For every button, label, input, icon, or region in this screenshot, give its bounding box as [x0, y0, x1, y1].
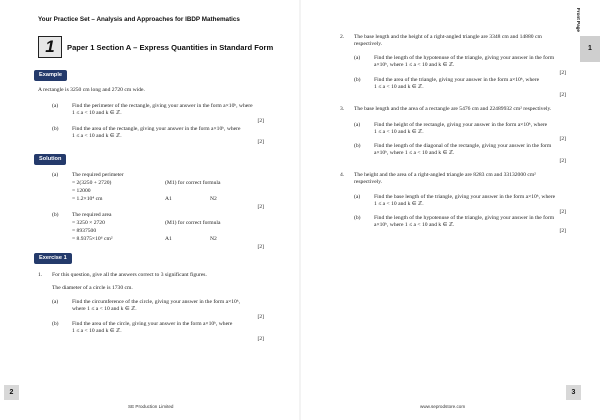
solution-b-marks: [2] — [257, 244, 264, 250]
example-part-a-line2: 1 ≤ a < 10 and k ∈ ℤ. — [72, 110, 122, 116]
question-4-part-a-line1: Find the base length of the triangle, giving your answer in the form a×10ᵏ, where — [374, 194, 556, 200]
example-part-a-marks: [2] — [257, 118, 264, 124]
example-part-b-marks: [2] — [257, 139, 264, 145]
question-3-part-b-line1: Find the length of the diagonal of the rectangle, giving your answer in the form — [374, 143, 552, 149]
question-2-part-a-line2: a×10ᵏ, where 1 ≤ a < 10 and k ∈ ℤ. — [374, 62, 455, 68]
page-number-left: 2 — [4, 385, 19, 400]
question-2-part-b-marks: [2] — [559, 92, 566, 98]
solution-b-line: = 8.9375×10⁶ cm² — [72, 236, 113, 242]
solution-a-line: = 2(3250 + 2720) — [72, 180, 112, 186]
question-4-number: 4. — [340, 172, 345, 178]
question-3-part-b-letter: (b) — [354, 143, 361, 149]
footer-publisher: SE Production Limited — [128, 404, 174, 409]
question-2-part-a-marks: [2] — [559, 70, 566, 76]
question-4-part-b-marks: [2] — [559, 228, 566, 234]
solution-badge: Solution — [34, 154, 66, 165]
question-2-number: 2. — [340, 34, 345, 40]
question-3-part-b-line2: a×10ᵏ, where 1 ≤ a < 10 and k ∈ ℤ. — [374, 150, 455, 156]
example-badge: Example — [34, 70, 67, 81]
footer-website: www.seprodstore.com — [420, 404, 466, 409]
question-4-part-b-line1: Find the length of the hypotenuse of the triangle, giving your answer in the form — [374, 215, 555, 221]
question-2-stem: The base length and the height of a right-angled triangle are 3348 cm and 14880 cm — [354, 34, 542, 40]
question-2-part-b-line1: Find the area of the triangle, giving your answer in the form a×10ᵏ, where — [374, 77, 540, 83]
question-3-stem: The base length and the area of a rectangle are 5476 cm and 22489932 cm² respectively. — [354, 106, 552, 112]
question-4-part-a-line2: 1 ≤ a < 10 and k ∈ ℤ. — [374, 201, 424, 207]
solution-a-letter: (a) — [52, 172, 59, 178]
exercise-q1-context: The diameter of a circle is 1730 cm. — [52, 285, 133, 291]
example-part-a-line1: Find the perimeter of the rectangle, giving your answer in the form a×10ᵏ, where — [72, 103, 253, 109]
solution-b-note-m1: (M1) for correct formula — [165, 220, 221, 226]
example-part-b-line1: Find the area of the rectangle, giving your answer in the form a×10ᵏ, where — [72, 126, 241, 132]
exercise-q1-part-b-letter: (b) — [52, 321, 59, 327]
solution-b-note-n2: N2 — [210, 236, 217, 242]
question-3-part-b-marks: [2] — [559, 158, 566, 164]
exercise-q1-part-a-letter: (a) — [52, 299, 59, 305]
question-2-part-a-letter: (a) — [354, 55, 361, 61]
solution-a-marks: [2] — [257, 204, 264, 210]
question-4-part-a-letter: (a) — [354, 194, 361, 200]
solution-b-line: = 8937500 — [72, 228, 97, 234]
solution-a-note-m1: (M1) for correct formula — [165, 180, 221, 186]
right-page — [300, 0, 600, 420]
question-2-part-a-line1: Find the length of the hypotenuse of the triangle, giving your answer in the form — [374, 55, 555, 61]
question-2-part-b-letter: (b) — [354, 77, 361, 83]
exercise-q1-part-b-line2: 1 ≤ a < 10 and k ∈ ℤ. — [72, 328, 122, 334]
front-page-label: Front Page — [576, 8, 581, 32]
example-part-b-letter: (b) — [52, 126, 59, 132]
solution-b-line: The required area — [72, 212, 112, 218]
solution-b-note-a1: A1 — [165, 236, 172, 242]
exercise-badge: Exercise 1 — [34, 253, 72, 264]
exercise-q1-part-a-line2: where 1 ≤ a < 10 and k ∈ ℤ. — [72, 306, 137, 312]
solution-b-letter: (b) — [52, 212, 59, 218]
exercise-q1-part-b-marks: [2] — [257, 336, 264, 342]
question-2-part-b-line2: 1 ≤ a < 10 and k ∈ ℤ. — [374, 84, 424, 90]
question-2-stem: respectively. — [354, 41, 383, 47]
exercise-q1-part-a-line1: Find the circumference of the circle, giving your answer in the form a×10ᵏ, — [72, 299, 241, 305]
page-number-right: 3 — [566, 385, 581, 400]
example-intro: A rectangle is 3250 cm long and 2720 cm wide. — [38, 87, 145, 93]
section-title: Paper 1 Section A – Express Quantities in Standard Form — [67, 43, 274, 52]
solution-a-note-a1: A1 — [165, 196, 172, 202]
solution-a-line: = 1.2×10⁴ cm — [72, 196, 103, 202]
exercise-q1-instruction: For this question, give all the answers correct to 3 significant figures. — [52, 272, 207, 278]
question-4-stem: The height and the area of a right-angled triangle are 8283 cm and 33132000 cm² — [354, 172, 536, 178]
question-4-part-a-marks: [2] — [559, 209, 566, 215]
example-part-a-letter: (a) — [52, 103, 59, 109]
question-3-part-a-letter: (a) — [354, 122, 361, 128]
chapter-side-tab[interactable]: 1 — [580, 36, 600, 62]
example-part-b-line2: 1 ≤ a < 10 and k ∈ ℤ. — [72, 133, 122, 139]
solution-a-line: The required perimeter — [72, 172, 124, 178]
chapter-number: 1 — [38, 36, 62, 58]
solution-b-line: = 3250 × 2720 — [72, 220, 105, 226]
exercise-q1-number: 1. — [38, 272, 43, 278]
question-3-number: 3. — [340, 106, 345, 112]
question-4-part-b-line2: a×10ᵏ, where 1 ≤ a < 10 and k ∈ ℤ. — [374, 222, 455, 228]
solution-a-note-n2: N2 — [210, 196, 217, 202]
book-title: Your Practice Set – Analysis and Approaches for IBDP Mathematics — [38, 16, 240, 23]
question-3-part-a-line1: Find the height of the rectangle, giving your answer in the form a×10ᵏ, where — [374, 122, 548, 128]
question-3-part-a-marks: [2] — [559, 136, 566, 142]
solution-a-line: = 12000 — [72, 188, 91, 194]
exercise-q1-part-a-marks: [2] — [257, 314, 264, 320]
question-3-part-a-line2: 1 ≤ a < 10 and k ∈ ℤ. — [374, 129, 424, 135]
question-4-part-b-letter: (b) — [354, 215, 361, 221]
exercise-q1-part-b-line1: Find the area of the circle, giving your answer in the form a×10ᵏ, where — [72, 321, 233, 327]
question-4-stem: respectively. — [354, 179, 383, 185]
